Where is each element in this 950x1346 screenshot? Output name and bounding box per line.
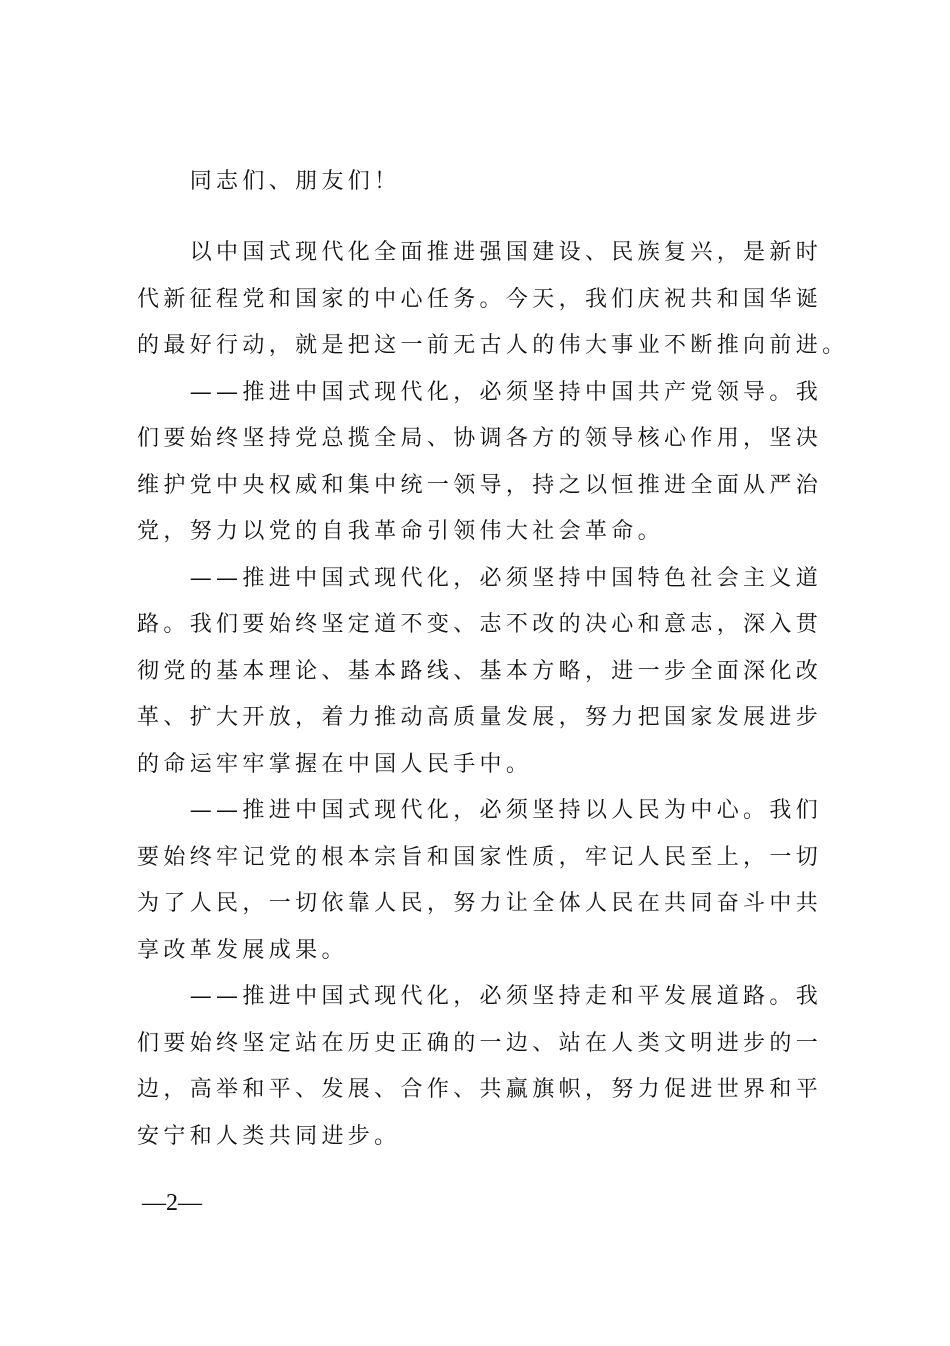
- paragraph-line: ——推进中国式现代化，必须坚持中国特色社会主义道: [189, 565, 823, 591]
- paragraph-line: 的最好行动，就是把这一前无古人的伟大事业不断推向前进。: [137, 333, 849, 358]
- greeting: [137, 159, 827, 206]
- paragraph-line: ——推进中国式现代化，必须坚持走和平发展道路。我: [189, 984, 823, 1009]
- paragraph-line: ——推进中国式现代化，必须坚持以人民为中心。我们: [189, 798, 823, 823]
- paragraph: [137, 230, 849, 370]
- paragraph-line: 安宁和人类共同进步。: [137, 1123, 401, 1149]
- paragraph-line: 的命运牢牢掌握在中国人民手中。: [137, 751, 533, 777]
- document-body: [137, 230, 849, 1160]
- paragraph-line: 代新征程党和国家的中心任务。今天，我们庆祝共和国华诞: [137, 286, 823, 312]
- greeting-line: 同志们、朋友们！: [189, 169, 401, 194]
- paragraph-line: 边，高举和平、发展、合作、共赢旗帜，努力促进世界和平: [137, 1077, 823, 1102]
- paragraph-line: ——推进中国式现代化，必须坚持中国共产党领导。我: [189, 379, 823, 405]
- paragraph-line: 享改革发展成果。: [137, 937, 348, 963]
- paragraph-line: 维护党中央权威和集中统一领导，持之以恒推进全面从严治: [137, 472, 823, 498]
- paragraph: [137, 788, 827, 974]
- paragraph-line: 们要始终坚持党总揽全局、协调各方的领导核心作用，坚决: [137, 426, 823, 451]
- paragraph-line: 路。我们要始终坚定道不变、志不改的决心和意志，深入贯: [137, 612, 823, 637]
- paragraph: [137, 974, 827, 1160]
- paragraph: [137, 370, 827, 556]
- paragraph-line: 为了人民，一切依靠人民，努力让全体人民在共同奋斗中共: [137, 891, 823, 916]
- paragraph-line: 要始终牢记党的根本宗旨和国家性质，牢记人民至上，一切: [137, 844, 823, 870]
- page-number: —2—: [142, 1190, 202, 1216]
- paragraph-line: 党，努力以党的自我革命引领伟大社会革命。: [137, 519, 665, 544]
- paragraph: [137, 556, 827, 789]
- paragraph-line: 以中国式现代化全面推进强国建设、民族复兴，是新时: [189, 240, 823, 265]
- paragraph-line: 们要始终坚定站在历史正确的一边、站在人类文明进步的一: [137, 1030, 823, 1056]
- paragraph-line: 彻党的基本理论、基本路线、基本方略，进一步全面深化改: [137, 658, 823, 684]
- paragraph-line: 革、扩大开放，着力推动高质量发展，努力把国家发展进步: [137, 705, 823, 730]
